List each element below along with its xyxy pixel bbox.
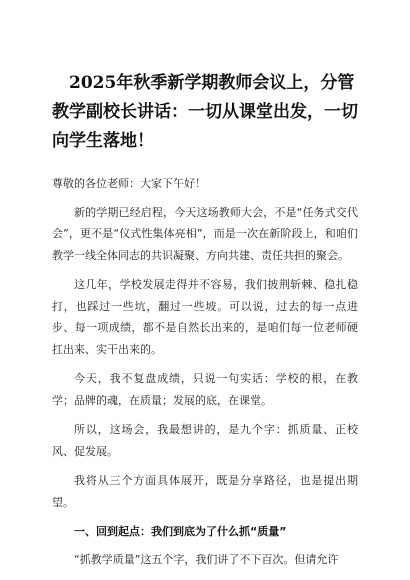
- paragraph: “抓教学质量”这五个字，我们讲了不下百次。但请允许: [74, 552, 339, 566]
- paragraph: 这几年，学校发展走得并不容易，我们披荆斩棘、稳扎稳打，也踩过一些坑，翻过一些坡。可以说，过去的每一点进步、每一项成绩，都不是自然长出来的，是咱们每一位老师硬扛出来、实干出来的。: [52, 278, 358, 356]
- salutation: 尊敬的各位老师：大家下午好！: [52, 177, 206, 190]
- document-title: 2025年秋季新学期教师会议上，分管教学副校长讲话：一切从课堂出发，一切向学生落地！: [52, 73, 358, 151]
- paragraph: 新的学期已经启程，今天这场教师大会，不是“任务式交代会”，更不是“仪式性集体亮相”，而是一次在新阶段上，和咱们教学一线全体同志的共识凝聚、方向共建、责任共担的聚会。: [52, 205, 358, 262]
- paragraph: 所以，这场会，我最想讲的，是九个字：抓质量、正校风、促发展。: [52, 423, 358, 458]
- document-body: [52, 173, 358, 570]
- paragraph: 今天，我不复盘成绩，只说一句实话：学校的根，在教学；品牌的魂，在质量；发展的底，在课堂。: [52, 372, 358, 407]
- paragraph: 我将从三个方面具体展开，既是分享路径，也是提出期望。: [52, 474, 358, 509]
- section-heading: 一、回到起点：我们到底为了什么抓“质量”: [74, 525, 287, 538]
